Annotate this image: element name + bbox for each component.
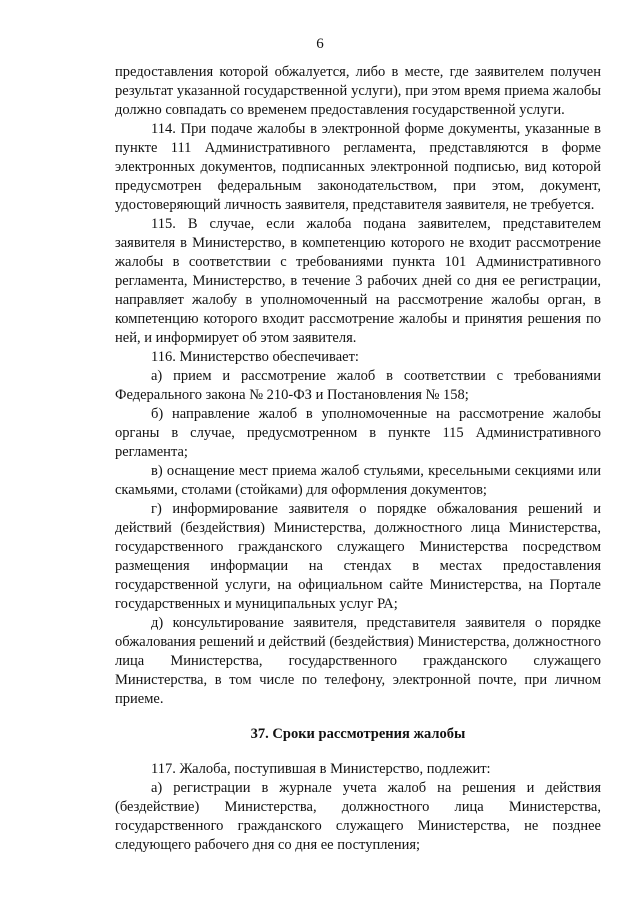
paragraph-117-a: а) регистрации в журнале учета жалоб на решения и действия (бездействие) Министерства, должностного лица Министерства, государственного гражданского служащего Министерства, не позднее следующего рабочего дня со дня ее поступления;: [115, 780, 601, 853]
section-heading: 37. Сроки рассмотрения жалобы: [250, 726, 466, 742]
paragraph-116-g: г) информирование заявителя о порядке обжалования решений и действий (бездействия) Министерства, должностного лица Министерства, государственного гражданского служащего Министерства посредством размещения информации на стендах в местах предоставления государственной услуги, на официальном сайте Министерства, на Портале государственных и муниципальных услуг РА;: [115, 501, 601, 612]
paragraph-114: 114. При подаче жалобы в электронной форме документы, указанные в пункте 111 Административного регламента, представляются в форме электронных документов, подписанных электронной подписью, вид которой предусмотрен федеральным законодательством, при этом, документ, удостоверяющий личность заявителя, представителя заявителя, не требуется.: [115, 121, 601, 213]
paragraph-116: 116. Министерство обеспечивает:: [151, 349, 359, 365]
paragraph-117: 117. Жалоба, поступившая в Министерство, подлежит:: [151, 761, 491, 777]
document-body: [115, 63, 601, 855]
paragraph-continuation: предоставления которой обжалуется, либо в месте, где заявителем получен результат указанной государственной услуги), при этом время приема жалобы должно совпадать со временем предоставления государственной услуги.: [115, 64, 601, 118]
paragraph-116-v: в) оснащение мест приема жалоб стульями, кресельными секциями или скамьями, столами (стойками) для оформления документов;: [115, 463, 601, 498]
paragraph-115: 115. В случае, если жалоба подана заявителем, представителем заявителя в Министерство, в компетенцию которого не входит рассмотрение жалобы в соответствии с требованиями пункта 101 Административного регламента, Министерство, в течение 3 рабочих дней со дня ее регистрации, направляет жалобу в уполномоченный на рассмотрение жалобы орган, в компетенцию которого входит рассмотрение жалобы и принятия решения по ней, и информирует об этом заявителя.: [115, 216, 601, 346]
page-number: 6: [316, 36, 324, 52]
paragraph-116-d: д) консультирование заявителя, представителя заявителя о порядке обжалования решений и действий (бездействия) Министерства, должностного лица Министерства, государственного гражданского служащего Министерства, в том числе по телефону, электронной почте, при личном приеме.: [115, 615, 601, 707]
paragraph-116-b: б) направление жалоб в уполномоченные на рассмотрение жалобы органы в случае, предусмотренном в пункте 115 Административного регламента;: [115, 406, 601, 460]
paragraph-116-a: а) прием и рассмотрение жалоб в соответствии с требованиями Федерального закона № 210-ФЗ и Постановления № 158;: [115, 368, 601, 403]
